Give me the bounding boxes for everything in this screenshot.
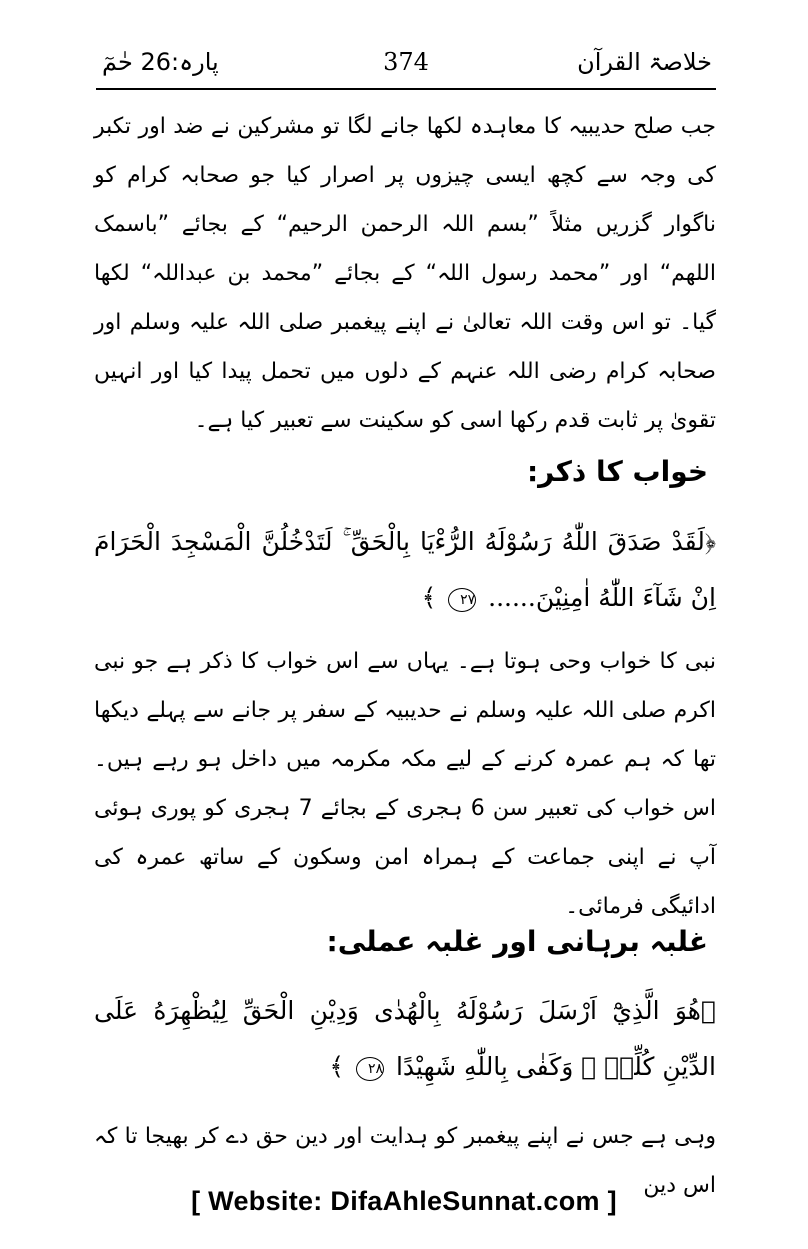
intro-paragraph: جب صلح حدیبیہ کا معاہدہ لکھا جانے لگا تو مشرکین نے ضد اور تکبر کی وجہ سے کچھ ایسی چیزوں پر اصرار کیا جو صحابہ کرام کو ناگوار گزریں مثلاً ”بسم اللہ الرحمن الرحیم“ کے بجائے ”باسمک اللھم“ اور ”محمد رسول اللہ“ کے بجائے ”محمد بن عبداللہ“ لکھا گیا۔ تو اس وقت اللہ تعالیٰ نے اپنے پیغمبر صلی اللہ علیہ وسلم اور صحابہ کرام رضی اللہ عنہم کے دلوں میں تحمل پیدا کیا اور انہیں تقویٰ پر ثابت قدم رکھا اسی کو سکینت سے تعبیر کیا ہے۔ bbox=[94, 114, 716, 433]
verse-close-bracket: ﴾ bbox=[421, 583, 437, 612]
verse-number-mark: ٢٨ bbox=[356, 1057, 384, 1081]
verse-close-bracket: ﴾ bbox=[329, 1052, 345, 1081]
section-heading-dominance: غلبہ برہانی اور غلبہ عملی: bbox=[326, 925, 708, 958]
quran-verse-28 bbox=[94, 983, 716, 1095]
book-title: خلاصۃ القرآن bbox=[577, 48, 712, 76]
page-header bbox=[96, 40, 716, 90]
website-footer: [ Website: DifaAhleSunnat.com ] bbox=[191, 1186, 617, 1216]
verse-translation: وہی ہے جس نے اپنے پیغمبر کو ہدایت اور دین حق دے کر بھیجا تا کہ اس دین bbox=[94, 1124, 716, 1198]
page-number: 374 bbox=[383, 48, 429, 76]
dream-explanation: نبی کا خواب وحی ہوتا ہے۔ یہاں سے اس خواب کا ذکر ہے جو نبی اکرم صلی اللہ علیہ وسلم نے حدیبیہ کے سفر پر جانے سے پہلے دیکھا تھا کہ ہم عمرہ کرنے کے لیے مکہ مکرمہ میں داخل ہو رہے ہیں۔ اس خواب کی تعبیر سن 6 ہجری کے بجائے 7 ہجری کو پوری ہوئی آپ نے اپنی جماعت کے ہمراہ امن وسکون کے ساتھ عمرہ کی ادائیگی فرمائی۔ bbox=[94, 649, 717, 919]
quran-verse-27 bbox=[94, 514, 716, 626]
verse-text: ﴿هُوَ الَّذِيْٓ اَرْسَلَ رَسُوْلَهُ بِالْهُدٰى وَدِيْنِ الْحَقِّ لِيُظْهِرَهُ عَلَى الدِّيْنِ كُلِّهٖ ۭ وَكَفٰى بِاللّٰهِ شَهِيْدًا bbox=[94, 996, 716, 1081]
verse-text: ﴿لَقَدْ صَدَقَ اللّٰهُ رَسُوْلَهُ الرُّءْيَا بِالْحَقِّ ۚ لَتَدْخُلُنَّ الْمَسْجِدَ الْحَرَامَ اِنْ شَآءَ اللّٰهُ اٰمِنِيْنَ...... bbox=[94, 527, 716, 612]
para-label: پارہ:26 حٰمٓ bbox=[102, 48, 219, 76]
verse-number-mark: ٢٧ bbox=[448, 588, 476, 612]
section-heading-dream: خواب کا ذکر: bbox=[526, 455, 708, 488]
